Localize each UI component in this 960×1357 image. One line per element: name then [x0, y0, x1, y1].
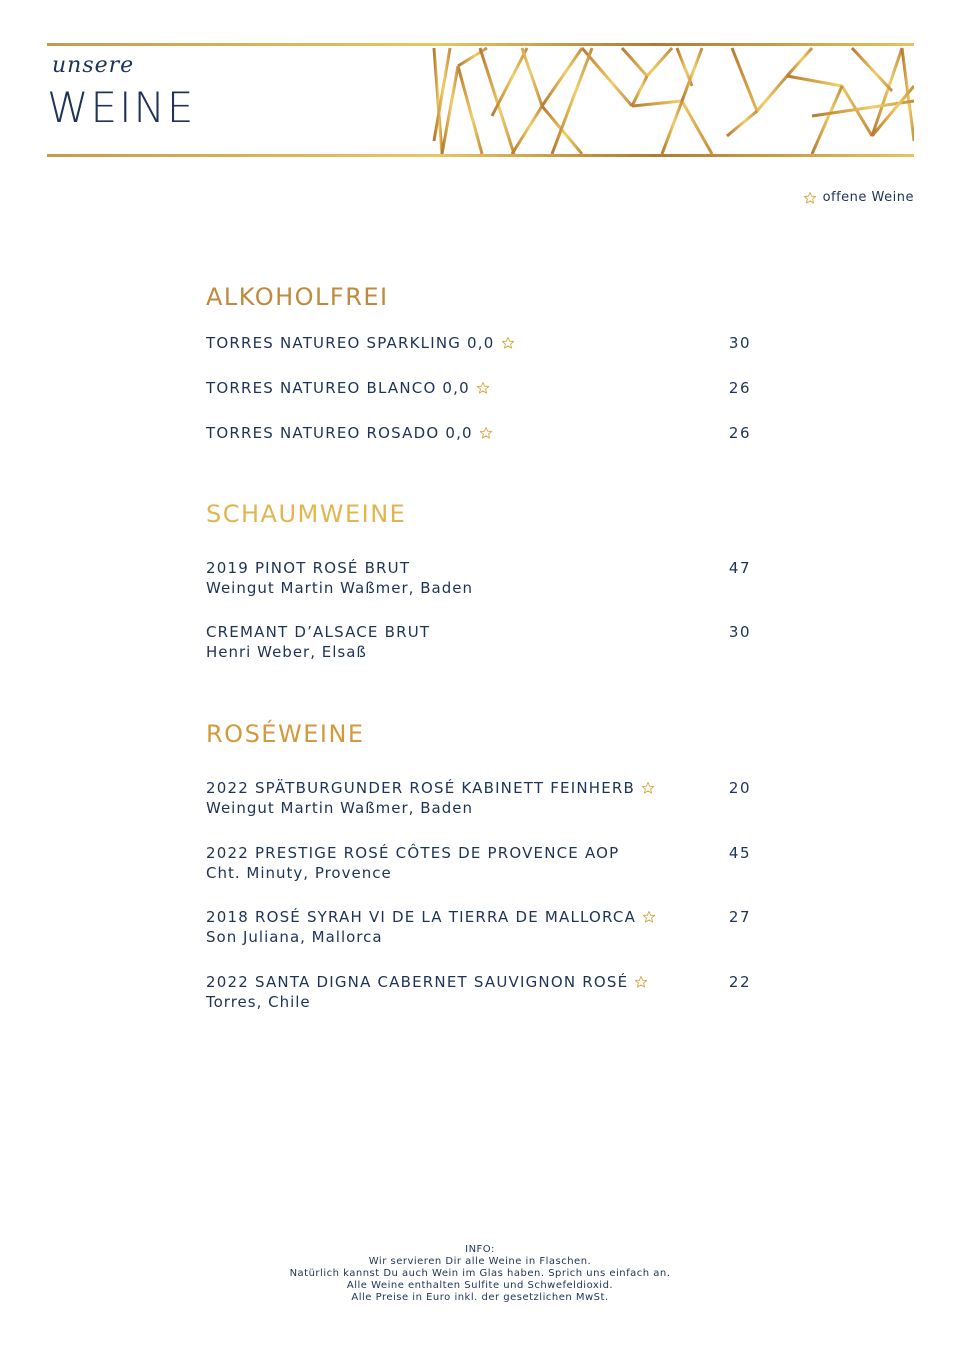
wine-origin: Son Juliana, Mallorca — [206, 928, 383, 946]
header-bottom-rule — [47, 154, 914, 157]
info-line: Wir servieren Dir alle Weine in Flaschen. — [368, 1256, 592, 1267]
wine-price: 27 — [728, 908, 751, 926]
wine-name: 2022 SPÄTBURGUNDER ROSÉ KABINETT FEINHERB — [206, 779, 636, 797]
wine-origin: Torres, Chile — [206, 993, 311, 1011]
wine-name: CREMANT D’ALSACE BRUT — [206, 623, 431, 641]
star-outline-icon — [641, 781, 655, 795]
info-line: Alle Preise in Euro inkl. der gesetzlichen MwSt. — [351, 1292, 609, 1303]
list-item — [206, 379, 751, 397]
wine-name: TORRES NATUREO BLANCO 0,0 — [206, 379, 470, 397]
wine-name: 2022 PRESTIGE ROSÉ CÔTES DE PROVENCE AOP — [206, 844, 620, 862]
list-item — [206, 559, 751, 597]
legend — [803, 190, 914, 205]
list-item — [206, 779, 751, 817]
wine-price: 45 — [728, 844, 751, 862]
info-line: Alle Weine enthalten Sulfite und Schwefeldioxid. — [346, 1280, 614, 1291]
wine-price: 47 — [728, 559, 751, 577]
wine-price: 26 — [728, 424, 751, 442]
star-outline-icon — [634, 975, 648, 989]
wine-name: 2019 PINOT ROSÉ BRUT — [206, 559, 411, 577]
wine-price: 22 — [728, 973, 751, 991]
wine-origin: Henri Weber, Elsaß — [206, 643, 367, 661]
list-item — [206, 908, 751, 946]
list-item — [206, 334, 751, 352]
wine-price: 20 — [728, 779, 751, 797]
star-outline-icon — [479, 426, 493, 440]
star-outline-icon — [501, 336, 515, 350]
page-title: WEINE — [47, 83, 196, 132]
geometric-ornament — [432, 46, 914, 154]
star-outline-icon — [476, 381, 490, 395]
menu-header — [47, 43, 914, 159]
info-footer — [0, 1244, 960, 1304]
star-outline-icon — [642, 910, 656, 924]
section-title-roseweine: ROSÉWEINE — [206, 720, 365, 748]
list-item — [206, 844, 751, 882]
wine-origin: Cht. Minuty, Provence — [206, 864, 392, 882]
star-outline-icon — [803, 191, 817, 205]
list-item — [206, 424, 751, 442]
wine-name: TORRES NATUREO SPARKLING 0,0 — [206, 334, 495, 352]
wine-price: 30 — [728, 334, 751, 352]
wine-price: 26 — [728, 379, 751, 397]
wine-name: 2022 SANTA DIGNA CABERNET SAUVIGNON ROSÉ — [206, 973, 629, 991]
list-item — [206, 623, 751, 661]
wine-name: TORRES NATUREO ROSADO 0,0 — [206, 424, 473, 442]
section-title-alkoholfrei: ALKOHOLFREI — [206, 283, 389, 311]
info-line: Natürlich kannst Du auch Wein im Glas haben. Sprich uns einfach an. — [289, 1268, 671, 1279]
wine-price: 30 — [728, 623, 751, 641]
info-heading: INFO: — [465, 1244, 495, 1255]
brand-script: unsere — [52, 53, 135, 78]
section-title-schaumweine: SCHAUMWEINE — [206, 500, 407, 528]
wine-name: 2018 ROSÉ SYRAH VI DE LA TIERRA DE MALLORCA — [206, 908, 637, 926]
wine-origin: Weingut Martin Waßmer, Baden — [206, 799, 473, 817]
wine-origin: Weingut Martin Waßmer, Baden — [206, 579, 473, 597]
legend-label: offene Weine — [822, 190, 914, 205]
list-item — [206, 973, 751, 1011]
